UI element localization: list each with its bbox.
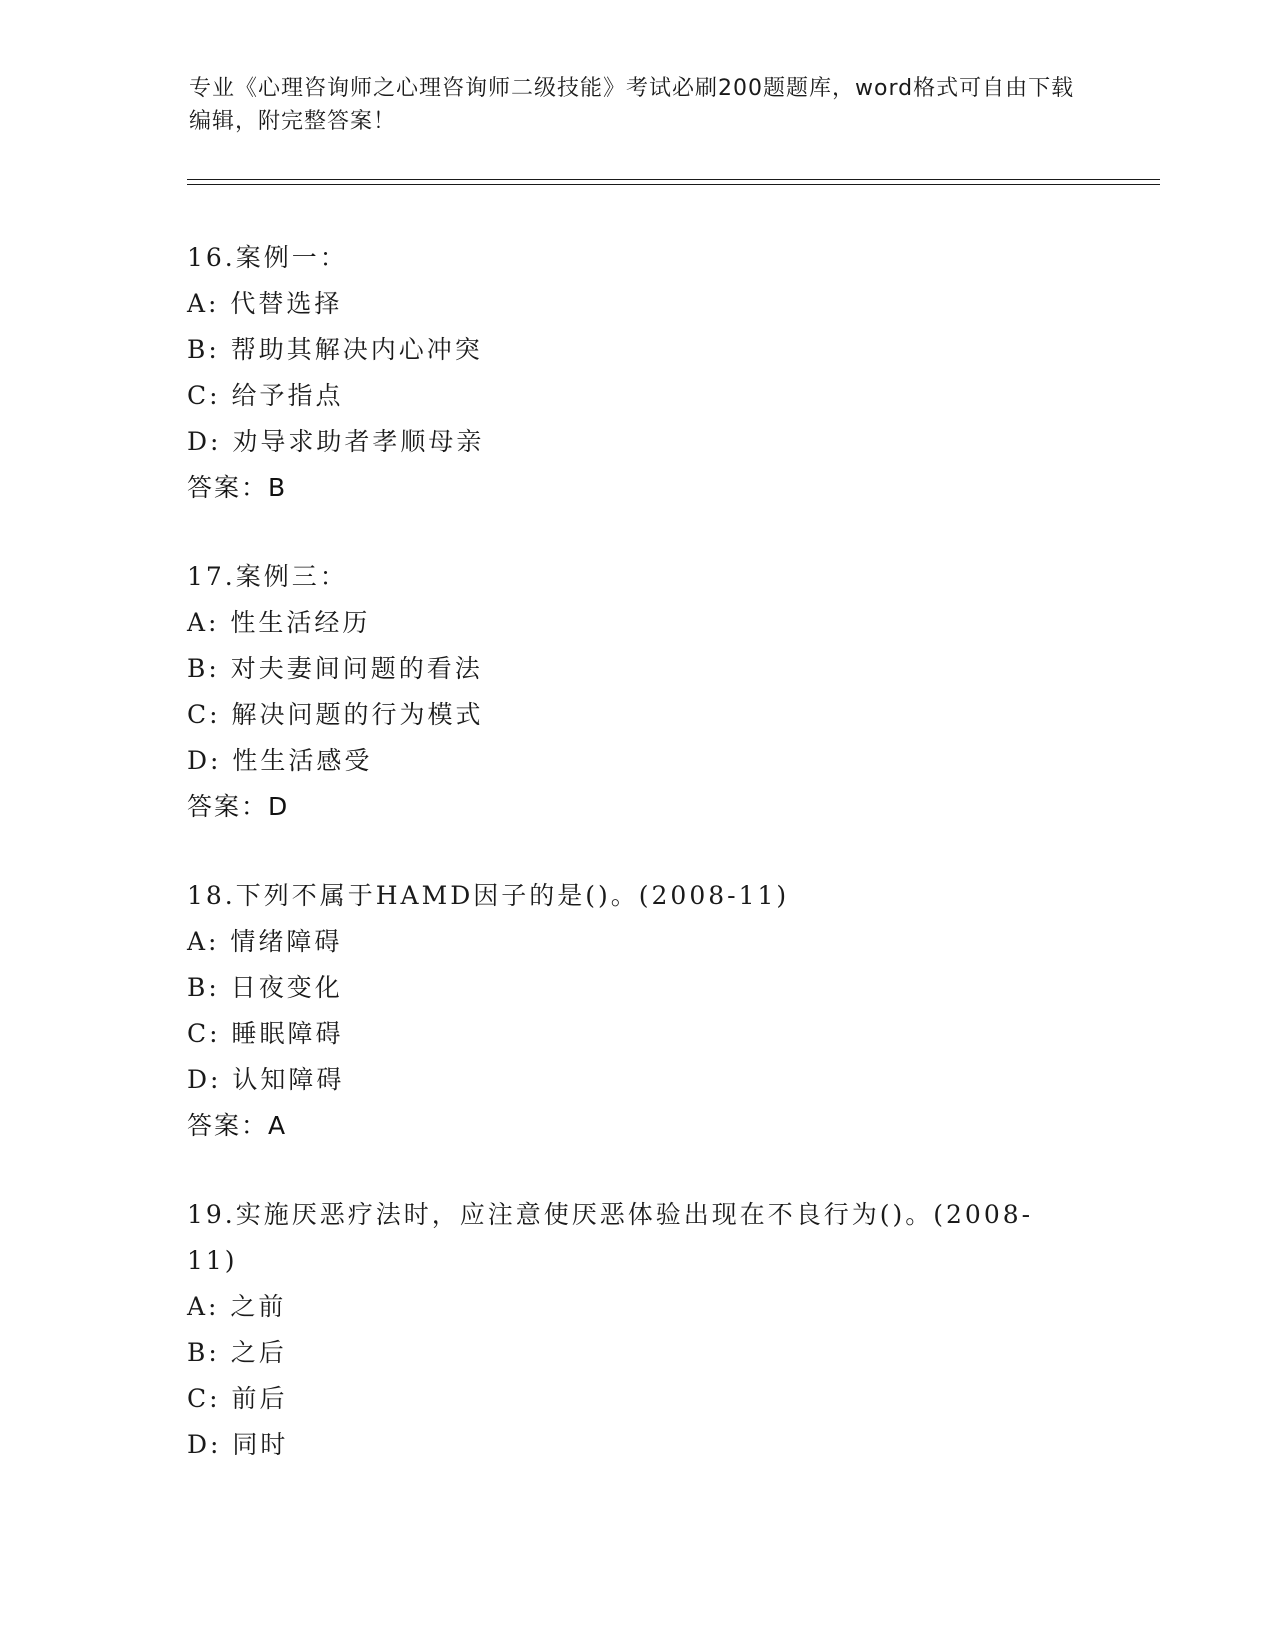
question-stem: 17.案例三： — [187, 562, 348, 591]
question-list — [187, 235, 1087, 1468]
answer: 答案：B — [187, 473, 288, 502]
option-c: C: 给予指点 — [187, 381, 344, 410]
option-b: B: 日夜变化 — [187, 973, 343, 1002]
document-intro: 专业《心理咨询师之心理咨询师二级技能》考试必刷200题题库，word格式可自由下载编辑，附完整答案！ — [189, 76, 1075, 134]
option-c: C: 前后 — [187, 1384, 288, 1413]
option-a: A: 代替选择 — [187, 289, 343, 318]
option-b: B: 帮助其解决内心冲突 — [187, 335, 483, 364]
option-d: D: 同时 — [187, 1430, 289, 1459]
option-d: D: 认知障碍 — [187, 1065, 345, 1094]
question-gap — [187, 1149, 1087, 1192]
option-b: B: 之后 — [187, 1338, 287, 1367]
option-a: A: 情绪障碍 — [187, 927, 343, 956]
header-divider-bottom — [187, 184, 1160, 185]
question-gap — [187, 830, 1087, 873]
question-18 — [187, 873, 1087, 1149]
answer: 答案：D — [187, 792, 290, 821]
option-c: C: 解决问题的行为模式 — [187, 700, 484, 729]
question-stem: 16.案例一： — [187, 243, 348, 272]
answer: 答案：A — [187, 1111, 288, 1140]
option-a: A: 之前 — [187, 1292, 287, 1321]
question-stem: 19.实施厌恶疗法时，应注意使厌恶体验出现在不良行为()。(2008-11) — [187, 1200, 1034, 1275]
option-c: C: 睡眠障碍 — [187, 1019, 344, 1048]
option-d: D: 性生活感受 — [187, 746, 373, 775]
option-d: D: 劝导求助者孝顺母亲 — [187, 427, 485, 456]
question-19 — [187, 1192, 1087, 1468]
option-b: B: 对夫妻间问题的看法 — [187, 654, 483, 683]
option-a: A: 性生活经历 — [187, 608, 371, 637]
question-16 — [187, 235, 1087, 511]
question-17 — [187, 554, 1087, 830]
question-stem: 18.下列不属于HAMD因子的是()。(2008-11) — [187, 881, 790, 910]
question-gap — [187, 511, 1087, 554]
header-divider-top — [187, 179, 1160, 180]
